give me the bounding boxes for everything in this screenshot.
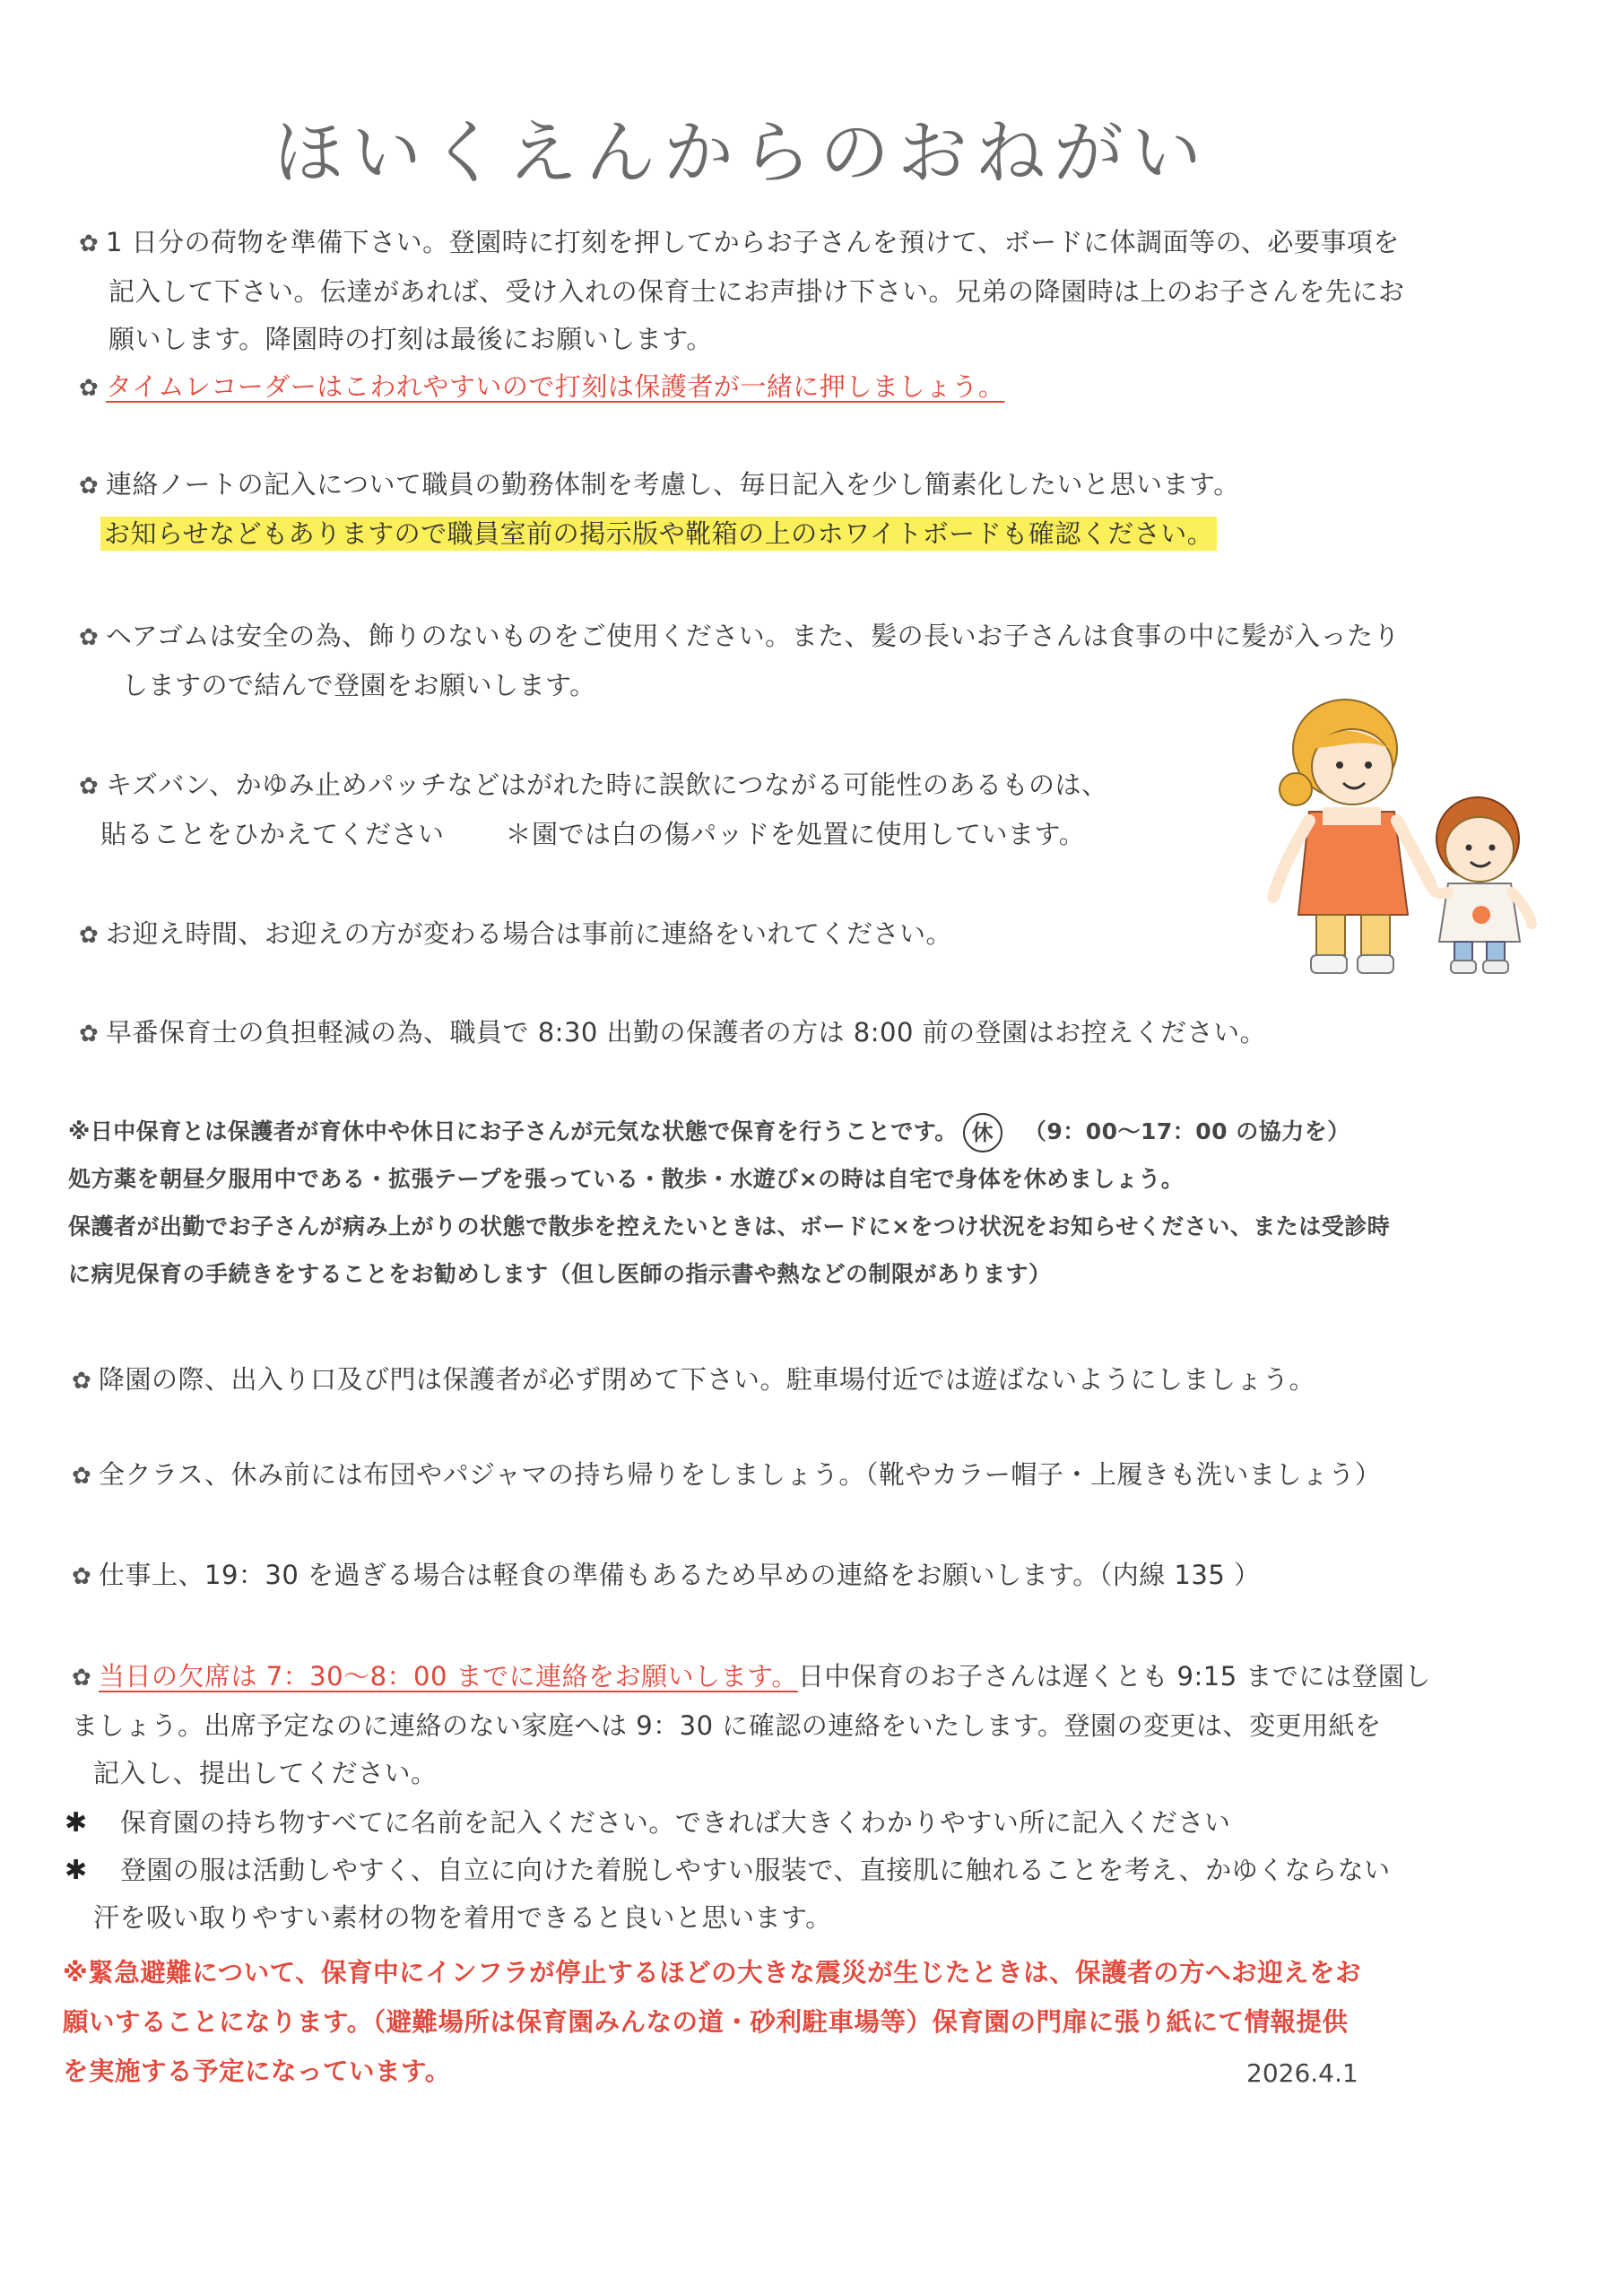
- item-pickup: ✿ お迎え時間、お迎えの方が変わる場合は事前に連絡をいれてください。: [79, 910, 952, 960]
- daytime-care-note: ※日中保育とは保護者が育休中や休日にお子さんが元気な状態で保育を行うことです。 休 （9：00～17：00 の協力を） 処方薬を朝昼夕服用中である・拡張テープを張っている・散歩・水遊び×の時は自宅で身体を休めましょう。 保護者が出勤でお子さんが病み上がりの状態で散歩を控えたいときは、ボードに×をつけ状況をお知らせください、または受診時 に病児保育の手続きをすることをお勧めします（但し医師の指示書や熱などの制限があります）: [68, 1108, 1390, 1298]
- item-luggage: ✿ 1 日分の荷物を準備下さい。登園時に打刻を押してからお子さんを預けて、ボードに体調面等の、必要事項を 記入して下さい。伝達があれば、受け入れの保育士にお声掛け下さい。兄弟の降園時は上のお子さんを先にお 願いします。降園時の打刻は最後にお願いします。 ✿ タイムレコーダーはこわれやすいので打刻は保護者が一緒に押しましょう。: [79, 219, 1405, 413]
- flower-bullet-icon: ✿: [72, 1563, 92, 1590]
- item-belongings: ✱ 保育園の持ち物すべてに名前を記入ください。できれば大きくわかりやすい所に記入ください ✱ 登園の服は活動しやすく、自立に向けた着脱しやすい服装で、直接肌に触れることを考え、かゆくならない 汗を吸い取りやすい素材の物を着用できると良いと思います。: [65, 1799, 1391, 1942]
- flower-bullet-icon: ✿: [79, 473, 100, 500]
- issue-date: 2026.4.1: [1246, 2058, 1358, 2088]
- flower-bullet-icon: ✿: [79, 375, 100, 402]
- flower-bullet-icon: ✿: [72, 1665, 92, 1692]
- item-late-pickup: ✿ 仕事上、19：30 を過ぎる場合は軽食の準備もあるため早めの連絡をお願いします。（内線 135 ）: [72, 1552, 1261, 1601]
- absence-deadline: 当日の欠席は 7：30～8：00 までに連絡をお願いします。: [99, 1661, 798, 1692]
- teacher-child-illustration: [1246, 695, 1551, 991]
- item-notebook: ✿ 連絡ノートの記入について職員の勤務体制を考慮し、毎日記入を少し簡素化したいと思います。 お知らせなどもありますので職員室前の掲示版や靴箱の上のホワイトボードも確認ください。: [79, 461, 1240, 558]
- flower-bullet-icon: ✿: [79, 1021, 100, 1048]
- emergency-notice: ※緊急避難について、保育中にインフラが停止するほどの大きな震災が生じたときは、保護者の方へお迎えをお 願いすることになります。（避難場所は保育園みんなの道・砂利駐車場等）保育園の門扉に張り紙にて情報提供 を実施する予定になっています。: [63, 1958, 1362, 2086]
- rest-circle-badge: 休: [963, 1113, 1002, 1152]
- timerecorder-notice: タイムレコーダーはこわれやすいので打刻は保護者が一緒に押しましょう。: [106, 371, 1005, 402]
- whiteboard-highlight: お知らせなどもありますので職員室前の掲示版や靴箱の上のホワイトボードも確認ください。: [100, 517, 1217, 551]
- asterisk-bullet-icon: ✱: [65, 1807, 88, 1839]
- item-early-shift: ✿ 早番保育士の負担軽減の為、職員で 8:30 出勤の保護者の方は 8:00 前の登園はお控えください。: [79, 1009, 1266, 1058]
- flower-bullet-icon: ✿: [72, 1368, 92, 1395]
- item-absence: ✿ 当日の欠席は 7：30～8：00 までに連絡をお願いします。日中保育のお子さんは遅くとも 9:15 までには登園し ましょう。出席予定なのに連絡のない家庭へは 9：30 に確認の連絡をいたします。登園の変更は、変更用紙を 記入し、提出してください。: [72, 1653, 1431, 1797]
- asterisk-bullet-icon: ✱: [65, 1855, 88, 1886]
- flower-bullet-icon: ✿: [79, 773, 100, 800]
- item-gate: ✿ 降園の際、出入り口及び門は保護者が必ず閉めて下さい。駐車場付近では遊ばないようにしましょう。: [72, 1356, 1315, 1405]
- flower-bullet-icon: ✿: [79, 624, 100, 651]
- flower-bullet-icon: ✿: [79, 922, 100, 949]
- flower-bullet-icon: ✿: [79, 230, 100, 257]
- flower-bullet-icon: ✿: [72, 1463, 92, 1490]
- page-title: ほいくえんからのおねがい: [273, 113, 1211, 194]
- item-bandage: ✿ キズバン、かゆみ止めパッチなどはがれた時に誤飲につながる可能性のあるものは、 貼ることをひかえてください ＊園では白の傷パッドを処置に使用しています。: [79, 761, 1108, 858]
- item-futon: ✿ 全クラス、休み前には布団やパジャマの持ち帰りをしましょう。（靴やカラー帽子・上履きも洗いましょう）: [72, 1451, 1381, 1500]
- item-hair-tie: ✿ ヘアゴムは安全の為、飾りのないものをご使用ください。また、髪の長いお子さんは食事の中に髪が入ったり しますので結んで登園をお願いします。: [79, 613, 1400, 709]
